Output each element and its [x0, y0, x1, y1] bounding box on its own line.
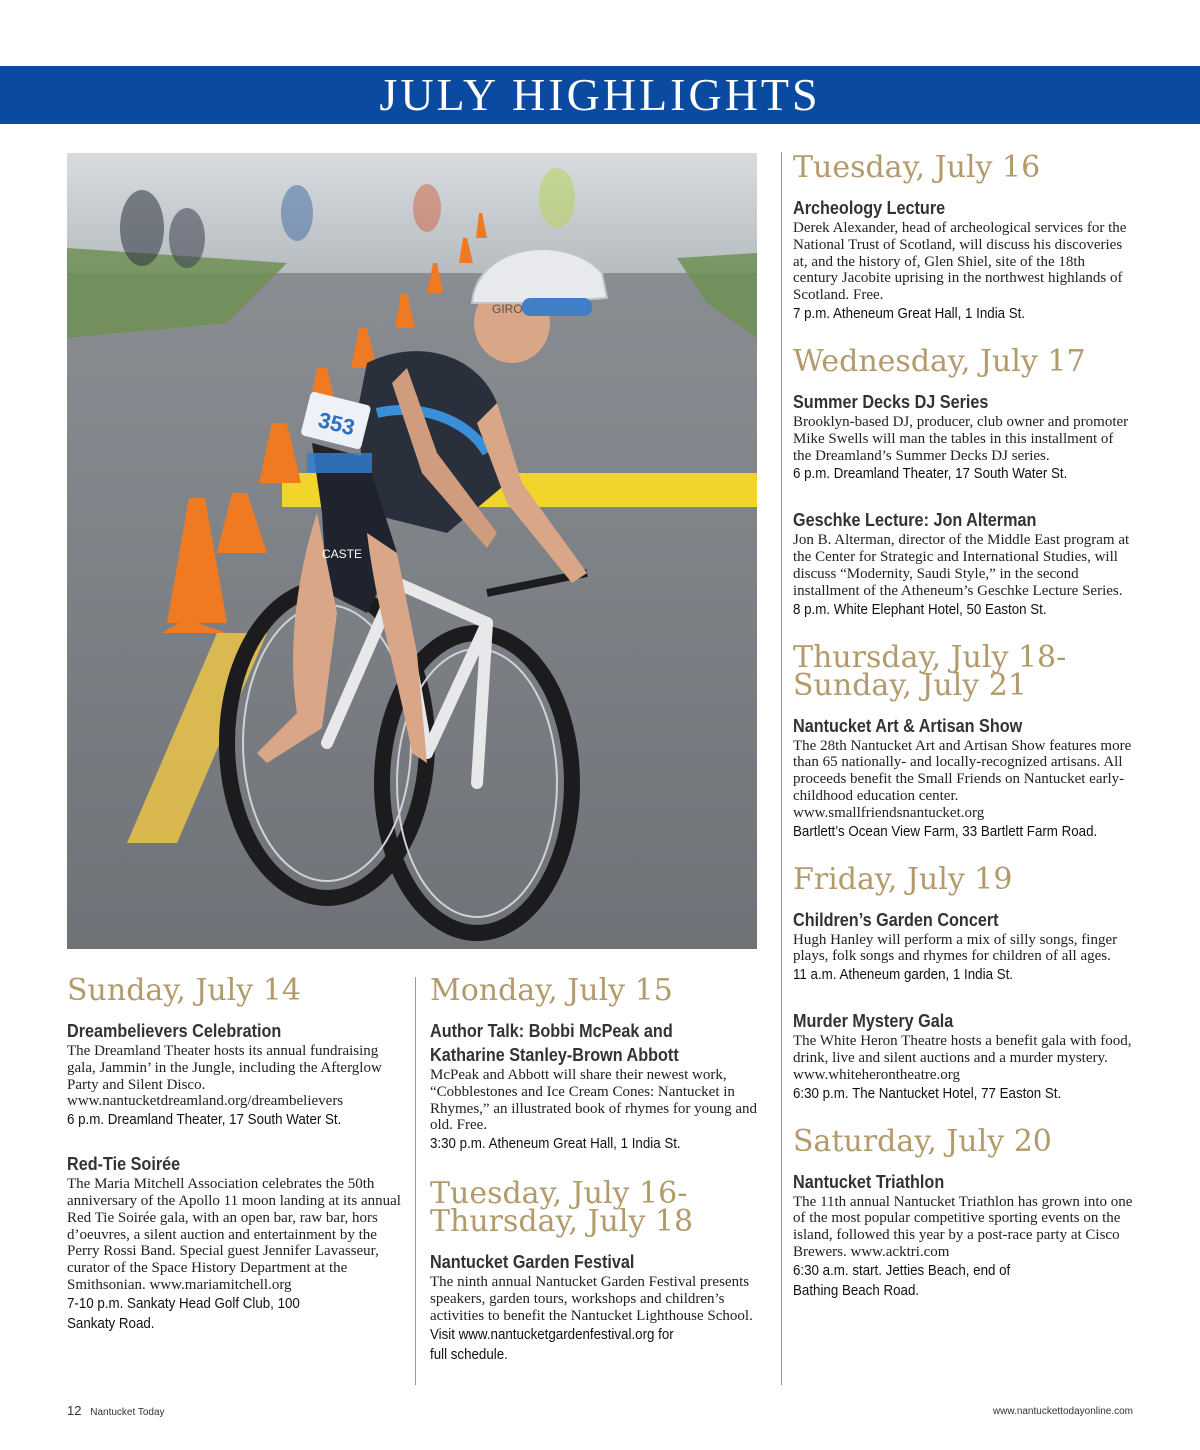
- column-divider-left: [415, 977, 416, 1385]
- event-title: Children’s Garden Concert: [793, 909, 999, 930]
- event: [793, 508, 1133, 619]
- event: [430, 1250, 772, 1364]
- banner-title: JULY HIGHLIGHTS: [379, 69, 821, 120]
- event: [793, 196, 1133, 324]
- event-title: Dreambelievers Celebration: [67, 1021, 282, 1041]
- event: [793, 908, 1133, 986]
- event: [67, 1152, 409, 1334]
- event-description: Hugh Hanley will perform a mix of silly songs, finger plays, folk songs and rhymes for children of all ages.: [793, 931, 1118, 965]
- date-heading: Thursday, July 18-Sunday, July 21: [793, 639, 1067, 703]
- date-heading: Friday, July 19: [793, 861, 1013, 897]
- footer-url: www.nantuckettodayonline.com: [992, 1406, 1133, 1417]
- event-description: Brooklyn-based DJ, producer, club owner and promoter Mike Swells will man the tables in this installment of the Dreamland’s Summer Decks DJ series.: [793, 413, 1129, 464]
- event-description: McPeak and Abbott will share their newest work, “Cobblestones and Ice Cream Cones: Nantucket in Rhymes,” an illustrated book of rhymes for young and old. Free.: [430, 1067, 758, 1134]
- event-title: Author Talk: Bobbi McPeak and Katharine Stanley-Brown Abbott: [430, 1021, 679, 1065]
- event-title: Nantucket Garden Festival: [430, 1252, 635, 1273]
- kit-brand: CASTE: [322, 547, 363, 561]
- event-description: The Maria Mitchell Association celebrates the 50th anniversary of the Apollo 11 moon landing at its annual Red Tie Soirée gala, with an open bar, raw bar, hors d’oeuvres, a silent auction and entertainment by the Perry Rossi Band. Special guest Jennifer Lavasseur, curator of the Space History Department at the Smithsonian. www.mariamitchell.org: [67, 1176, 401, 1293]
- event-title: Nantucket Triathlon: [793, 1171, 945, 1192]
- event-time-location: 7 p.m. Atheneum Great Hall, 1 India St.: [793, 305, 1026, 322]
- event-description: Jon B. Alterman, director of the Middle East program at the Center for Strategic and International Studies, will discuss “Modernity, Saudi Style,” in the second installment of the Atheneum’s Geschke Lecture Series.: [793, 532, 1130, 599]
- event-title: Archeology Lecture: [793, 198, 946, 218]
- event-time-location: 6:30 p.m. The Nantucket Hotel, 77 Easton St.: [793, 1085, 1062, 1102]
- event-description: The 11th annual Nantucket Triathlon has grown into one of the most popular competitive sporting events on the island, followed this year by a post-race party at Cisco Brewers. www.acktri.com: [793, 1193, 1133, 1260]
- event-title: Murder Mystery Gala: [793, 1011, 954, 1032]
- event-time-location: 11 a.m. Atheneum garden, 1 India St.: [793, 967, 1014, 984]
- event: [67, 1019, 409, 1130]
- date-heading: Tuesday, July 16: [793, 150, 1041, 185]
- event-time-location: 7-10 p.m. Sankaty Head Golf Club, 100 Sankaty Road.: [67, 1295, 300, 1332]
- event-title: Nantucket Art & Artisan Show: [793, 715, 1023, 736]
- event-time-location: 6 p.m. Dreamland Theater, 17 South Water St.: [793, 466, 1068, 483]
- helmet-brand: GIRO: [492, 302, 523, 316]
- event: [430, 1019, 772, 1154]
- left-column: [67, 973, 409, 1334]
- event-description: The White Heron Theatre hosts a benefit gala with food, drink, live and silent auctions and a murder mystery. www.whiteherontheatre.org: [793, 1033, 1132, 1083]
- event-description: Derek Alexander, head of archeological services for the National Trust of Scotland, will discuss his discoveries at, and the history of, Glen Shiel, site of the 18th century Jacobite uprising in the northwest highlands of Scotland. Free.: [793, 220, 1127, 304]
- event: [793, 1009, 1133, 1103]
- event-description: The Dreamland Theater hosts its annual fundraising gala, Jammin’ in the Jungle, including the Afterglow Party and Silent Disco. www.nantucketdreamland.org/dreambelievers: [67, 1043, 382, 1110]
- date-heading: Monday, July 15: [430, 973, 673, 1008]
- event-title: Geschke Lecture: Jon Alterman: [793, 510, 1037, 531]
- cyclist-illustration: [67, 153, 757, 949]
- middle-column: [430, 973, 772, 1365]
- footer-left: [67, 1403, 165, 1418]
- date-heading: Saturday, July 20: [793, 1123, 1052, 1159]
- event-title: Summer Decks DJ Series: [793, 391, 989, 412]
- event-time-location: 3:30 p.m. Atheneum Great Hall, 1 India St.: [430, 1136, 681, 1153]
- event-time-location: 8 p.m. White Elephant Hotel, 50 Easton St.: [793, 601, 1047, 618]
- event-title: Red-Tie Soirée: [67, 1154, 181, 1175]
- event-description: The 28th Nantucket Art and Artisan Show features more than 65 nationally- and locally-recognized artisans. All proceeds benefit the Small Friends on Nantucket early-childhood education center. www.smallfriendsnantucket.org: [793, 737, 1132, 821]
- page-number: 12: [67, 1403, 82, 1418]
- event-description: The ninth annual Nantucket Garden Festival presents speakers, garden tours, workshops and children’s activities to benefit the Nantucket Lighthouse School.: [430, 1274, 753, 1324]
- event: [793, 1170, 1133, 1301]
- bib-number: 353: [315, 407, 358, 441]
- event: [793, 714, 1133, 842]
- event: [793, 390, 1133, 484]
- right-column: [793, 150, 1133, 1301]
- publication-name: Nantucket Today: [90, 1407, 165, 1418]
- event-time-location: 6 p.m. Dreamland Theater, 17 South Water St.: [67, 1112, 342, 1129]
- page-banner: [0, 66, 1200, 124]
- date-heading: Sunday, July 14: [67, 973, 301, 1008]
- date-heading: Wednesday, July 17: [793, 343, 1086, 379]
- event-time-location: 6:30 a.m. start. Jetties Beach, end of Bathing Beach Road.: [793, 1262, 1011, 1299]
- cyclist-photo: [67, 153, 757, 949]
- date-heading: Tuesday, July 16-Thursday, July 18: [430, 1176, 694, 1240]
- column-divider-right: [781, 152, 782, 1385]
- event-time-location: Visit www.nantucketgardenfestival.org for full schedule.: [430, 1326, 674, 1363]
- event-time-location: Bartlett’s Ocean View Farm, 33 Bartlett Farm Road.: [793, 823, 1098, 840]
